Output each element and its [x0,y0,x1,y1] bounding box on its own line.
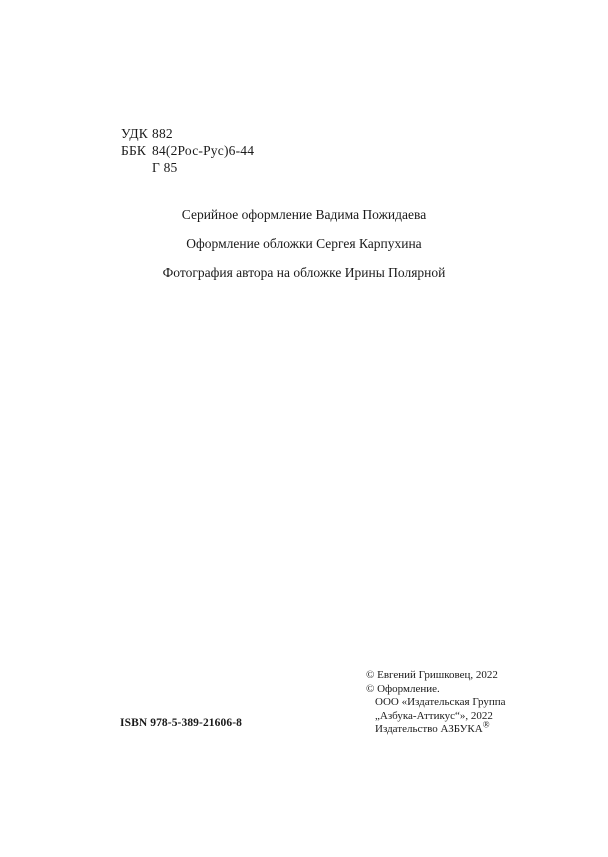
imprint-name: Издательство АЗБУКА [375,723,483,735]
udk-label: УДК [121,126,149,141]
udk-value: 882 [152,126,173,141]
design-credits [0,204,608,291]
copyright-notice [366,669,506,737]
author-mark-row [121,159,254,176]
author-mark: Г 85 [152,160,178,175]
copyright-imprint [366,719,506,737]
series-design-credit: Серийное оформление Вадима Пожидаева [181,207,427,222]
cover-design-credit: Оформление обложки Сергея Карпухина [186,236,422,251]
bbk-label: ББК [121,143,147,158]
udk-row [121,125,254,142]
library-classification [121,125,254,176]
bbk-row [121,142,254,159]
copyright-design: © Оформление. [366,682,440,695]
copyright-author: © Евгений Гришковец, 2022 [366,669,498,681]
bbk-value: 84(2Рос-Рус)6-44 [152,143,255,158]
isbn-number: ISBN 978-5-389-21606-8 [120,717,242,729]
registered-trademark-icon: ® [482,719,490,730]
copyright-publisher-group: ООО «Издательская Группа [375,696,506,708]
cover-photo-credit: Фотография автора на обложке Ирины Полярной [162,265,446,280]
copyright-publisher-name: „Азбука-Аттикус“», 2022 [375,709,493,722]
